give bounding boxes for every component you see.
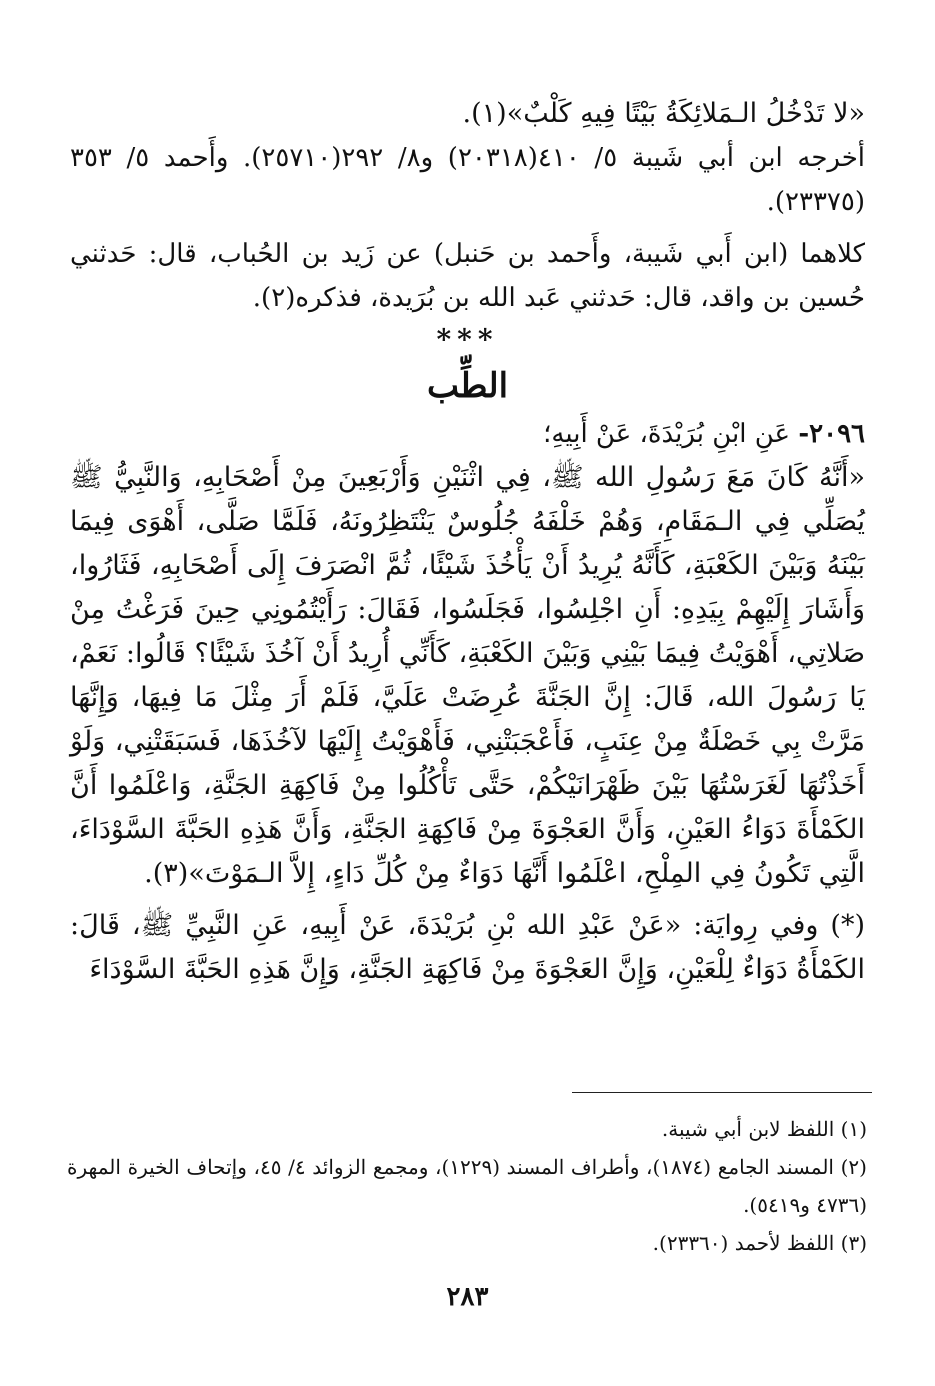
section-separator: *** [436, 323, 499, 356]
isnad-paragraph: كلاهما (ابن أَبي شَيبة، وأَحمد بن حَنبل) عن زَيد بن الحُباب، قال: حَدثني حُسين بن واقد، قال: حَدثني عَبد الله بن بُرَيدة، فذكره(٢). [70, 239, 865, 313]
hadith-text: «أَنَّهُ كَانَ مَعَ رَسُولِ الله ﷺ، فِي اثْنَيْنِ وَأَرْبَعِينَ مِنْ أَصْحَابِهِ، وَالنَّبِيُّ ﷺ يُصَلِّي فِي الـمَقَامِ، وَهُمْ خَلْفَهُ جُلُوسٌ يَنْتَظِرُونَهُ، فَلَمَّا صَلَّى، أَهْوَى فِيمَا بَيْنَهُ وَبَيْنَ الكَعْبَةِ، كَأَنَّهُ يُرِيدُ أَنْ يَأْخُذَ شَيْئًا، ثُمَّ انْصَرَفَ إِلَى أَصْحَابِهِ، فَثَارُوا، وَأَشَارَ إِلَيْهِمْ بِيَدِهِ: أَنِ اجْلِسُوا، فَجَلَسُوا، فَقَالَ: رَأَيْتُمُونِي حِينَ فَرَغْتُ مِنْ صَلاتِي، أَهْوَيْتُ فِيمَا بَيْنِي وَبَيْنَ الكَعْبَةِ، كَأَنِّي أُرِيدُ أَنْ آخُذَ شَيْئًا؟ قَالُوا: نَعَمْ، يَا رَسُولَ الله، قَالَ: إِنَّ الجَنَّةَ عُرِضَتْ عَلَيَّ، فَلَمْ أَرَ مِثْلَ مَا فِيهَا، وَإِنَّهَا مَرَّتْ بِي خَصْلَةٌ مِنْ عِنَبٍ، فَأَعْجَبَتْنِي، فَأَهْوَيْتُ إِلَيْهَا لآخُذَهَا، فَسَبَقَتْنِي، وَلَوْ أَخَذْتُهَا لَغَرَسْتُهَا بَيْنَ ظَهْرَانَيْكُمْ، حَتَّى تَأْكُلُوا مِنْ فَاكِهَةِ الجَنَّةِ، وَاعْلَمُوا أَنَّ الكَمْأَةَ دَوَاءُ العَيْنِ، وَأَنَّ العَجْوَةَ مِنْ فَاكِهَةِ الجَنَّةِ، وَأَنَّ هَذِهِ الحَبَّةَ السَّوْدَاءَ، الَّتِي تَكُونُ فِي المِلْحِ، اعْلَمُوا أَنَّهَا دَوَاءٌ مِنْ كُلِّ دَاءٍ، إِلاَّ الـمَوْتَ»(٣). [70, 462, 865, 889]
hadith-chain: عَنِ ابْنِ بُرَيْدَةَ، عَنْ أَبِيهِ؛ [543, 419, 791, 449]
takhrij-paragraph: أخرجه ابن أبي شَيبة ٥/ ٤١٠(٢٠٣١٨) و٨/ ٢٩٢(٢٥٧١٠). وأَحمد ٥/ ٣٥٣ (٢٣٣٧٥). [70, 143, 866, 217]
hadith-number: ٢٠٩٦- [798, 419, 865, 449]
page-number: ٢٨٣ [446, 1282, 489, 1312]
footnote-1: (١) اللفظ لابن أبي شيبة. [661, 1117, 867, 1141]
footnote-2: (٢) المسند الجامع (١٨٧٤)، وأطراف المسند (١٢٢٩)، ومجمع الزوائد ٤/ ٤٥، وإتحاف الخيرة المهرة (٤٧٣٦ و٥٤١٩). [67, 1155, 867, 1217]
quote-end-line: «لا تَدْخُلُ الـمَلائِكَةُ بَيْتًا فِيهِ كَلْبٌ»(١). [462, 98, 865, 129]
main-text [70, 92, 865, 992]
chapter-title: الطِّب [426, 366, 509, 406]
riwaya-text: (*) وفي رِوايَة: «عَنْ عَبْدِ الله بْنِ بُرَيْدَةَ، عَنْ أَبِيهِ، عَنِ النَّبِيِّ ﷺ، قَالَ: الكَمْأَةُ دَوَاءٌ لِلْعَيْنِ، وَإِنَّ العَجْوَةَ مِنْ فَاكِهَةِ الجَنَّةِ، وَإِنَّ هَذِهِ الحَبَّةَ السَّوْدَاءَ [70, 910, 865, 985]
footnotes [67, 1110, 867, 1262]
hadith-header [70, 412, 865, 456]
footnote-divider [572, 1092, 872, 1093]
footnote-3: (٣) اللفظ لأحمد (٢٣٣٦٠). [652, 1231, 867, 1255]
